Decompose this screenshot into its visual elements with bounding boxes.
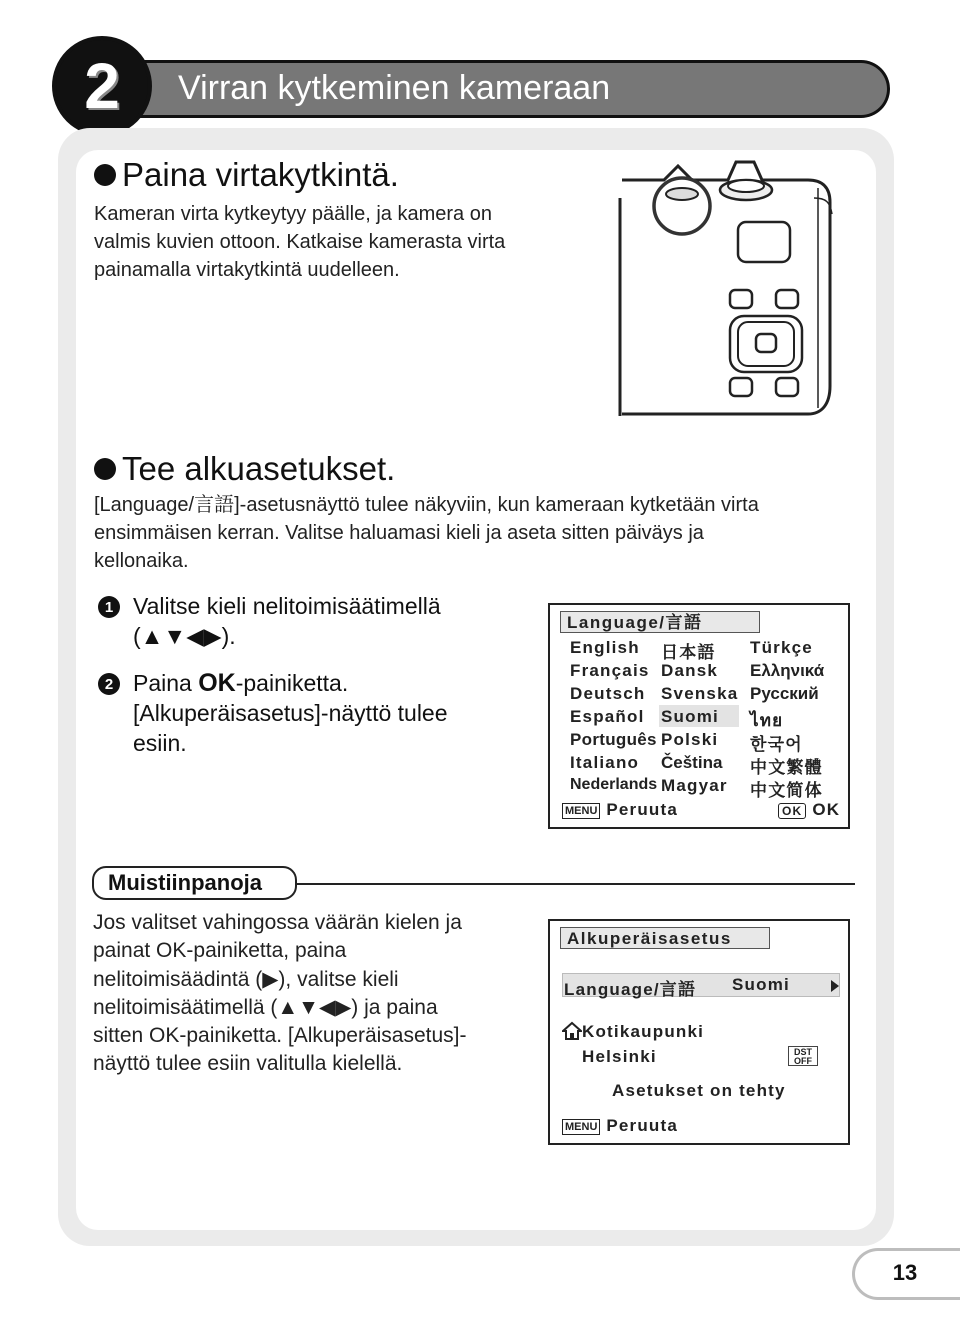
ok-icon: OK [778,803,806,819]
section1-line: Kameran virta kytkeytyy päälle, ja kamera on [94,203,492,225]
chapter-number-badge [52,36,152,136]
section2-text [94,491,759,575]
language-screen-title: Language/言語 [560,611,760,633]
hometown-label[interactable]: Kotikaupunki [582,1022,705,1041]
language-option[interactable]: Nederlands [570,776,658,793]
language-screen [548,603,850,829]
section1-line: painamalla virtakytkintä uudelleen. [94,259,400,281]
language-option[interactable]: Español [570,707,645,726]
initial-setting-screen [548,919,850,1145]
notes-line: nelitoimisäätimellä (▲▼◀▶) ja paina [93,995,438,1019]
notes-rule [297,883,855,885]
section1-text [94,200,505,284]
dst-off-icon: DST OFF [788,1046,818,1066]
ok-softkey[interactable]: OK OK [778,800,840,820]
page-number: 13 [892,1260,918,1285]
language-option[interactable]: 中文简体 [750,781,823,800]
section2-heading [94,448,395,490]
language-option[interactable]: Italiano [570,753,640,772]
language-option[interactable]: 日本語 [661,643,716,662]
notes-line: näyttö tulee esiin valitulla kielellä. [93,1052,403,1076]
section2-heading-text: Tee alkuasetukset. [122,450,396,487]
language-setting-label: Language/言語 [564,980,697,999]
chapter-number: 2 [84,50,120,122]
menu-icon: MENU [562,803,600,819]
language-option[interactable]: Türkçe [750,638,813,657]
section2-line: [Language/言語]-asetusnäyttö tulee näkyviin, kun kameraan kytketään virta [94,494,759,516]
step1-text: Valitse kieli nelitoimisäätimellä (▲▼◀▶). [133,593,441,649]
home-icon [562,1021,582,1041]
language-option[interactable]: 한국어 [750,735,803,754]
hometown-city[interactable]: Helsinki [582,1047,657,1066]
right-arrow-icon [830,979,840,993]
language-option[interactable]: Deutsch [570,684,646,703]
camera-back-illustration [618,158,866,420]
language-option[interactable]: Polski [661,730,719,749]
language-option[interactable]: English [570,638,640,657]
language-option[interactable]: ไทย [750,711,784,730]
notes-text [93,909,467,1079]
section1-heading-text: Paina virtakytkintä. [122,156,399,193]
bullet-icon [94,164,116,186]
notes-line: painat OK-painiketta, paina [93,939,347,963]
step1-number: 1 [98,596,120,618]
language-option[interactable]: Português [570,730,657,749]
section2-line: kellonaika. [94,550,189,572]
step2-text: Paina OK-painiketta. [Alkuperäisasetus]-näyttö tulee esiin. [133,669,448,756]
language-option[interactable]: Français [570,661,650,680]
section2-line: ensimmäisen kerran. Valitse haluamasi kieli ja aseta sitten päiväys ja [94,522,704,544]
language-option[interactable]: Svenska [661,684,739,703]
cancel-softkey[interactable]: MENU Peruuta [562,800,678,820]
notes-line: sitten OK-painiketta. [Alkuperäisasetus]- [93,1024,467,1048]
settings-complete[interactable]: Asetukset on tehty [612,1081,786,1100]
language-option-selected[interactable]: Suomi [659,705,739,727]
section1-line: valmis kuvien ottoon. Katkaise kamerasta virta [94,231,506,253]
initial-setting-title: Alkuperäisasetus [560,927,770,949]
notes-line: Jos valitset vahingossa väärän kielen ja [93,911,462,934]
language-setting-value: Suomi [732,975,790,994]
language-option[interactable]: Magyar [661,776,728,795]
notes-heading: Muistiinpanoja [92,866,297,900]
language-option[interactable]: Dansk [661,661,719,680]
language-option[interactable]: Ελληνικά [750,661,825,680]
bullet-icon [94,458,116,480]
ok-button-glyph: OK [198,669,236,697]
step2-number: 2 [98,673,120,695]
language-option[interactable]: 中文繁體 [750,758,823,777]
notes-line: nelitoimisäädintä (▶), valitse kieli [93,967,399,991]
menu-icon: MENU [562,1119,600,1135]
language-option[interactable]: Čeština [661,753,723,772]
language-option[interactable]: Русский [750,684,819,703]
chapter-title: Virran kytkeminen kameraan [178,69,611,107]
cancel-softkey[interactable]: MENU Peruuta [562,1116,678,1136]
section1-heading [94,154,399,196]
